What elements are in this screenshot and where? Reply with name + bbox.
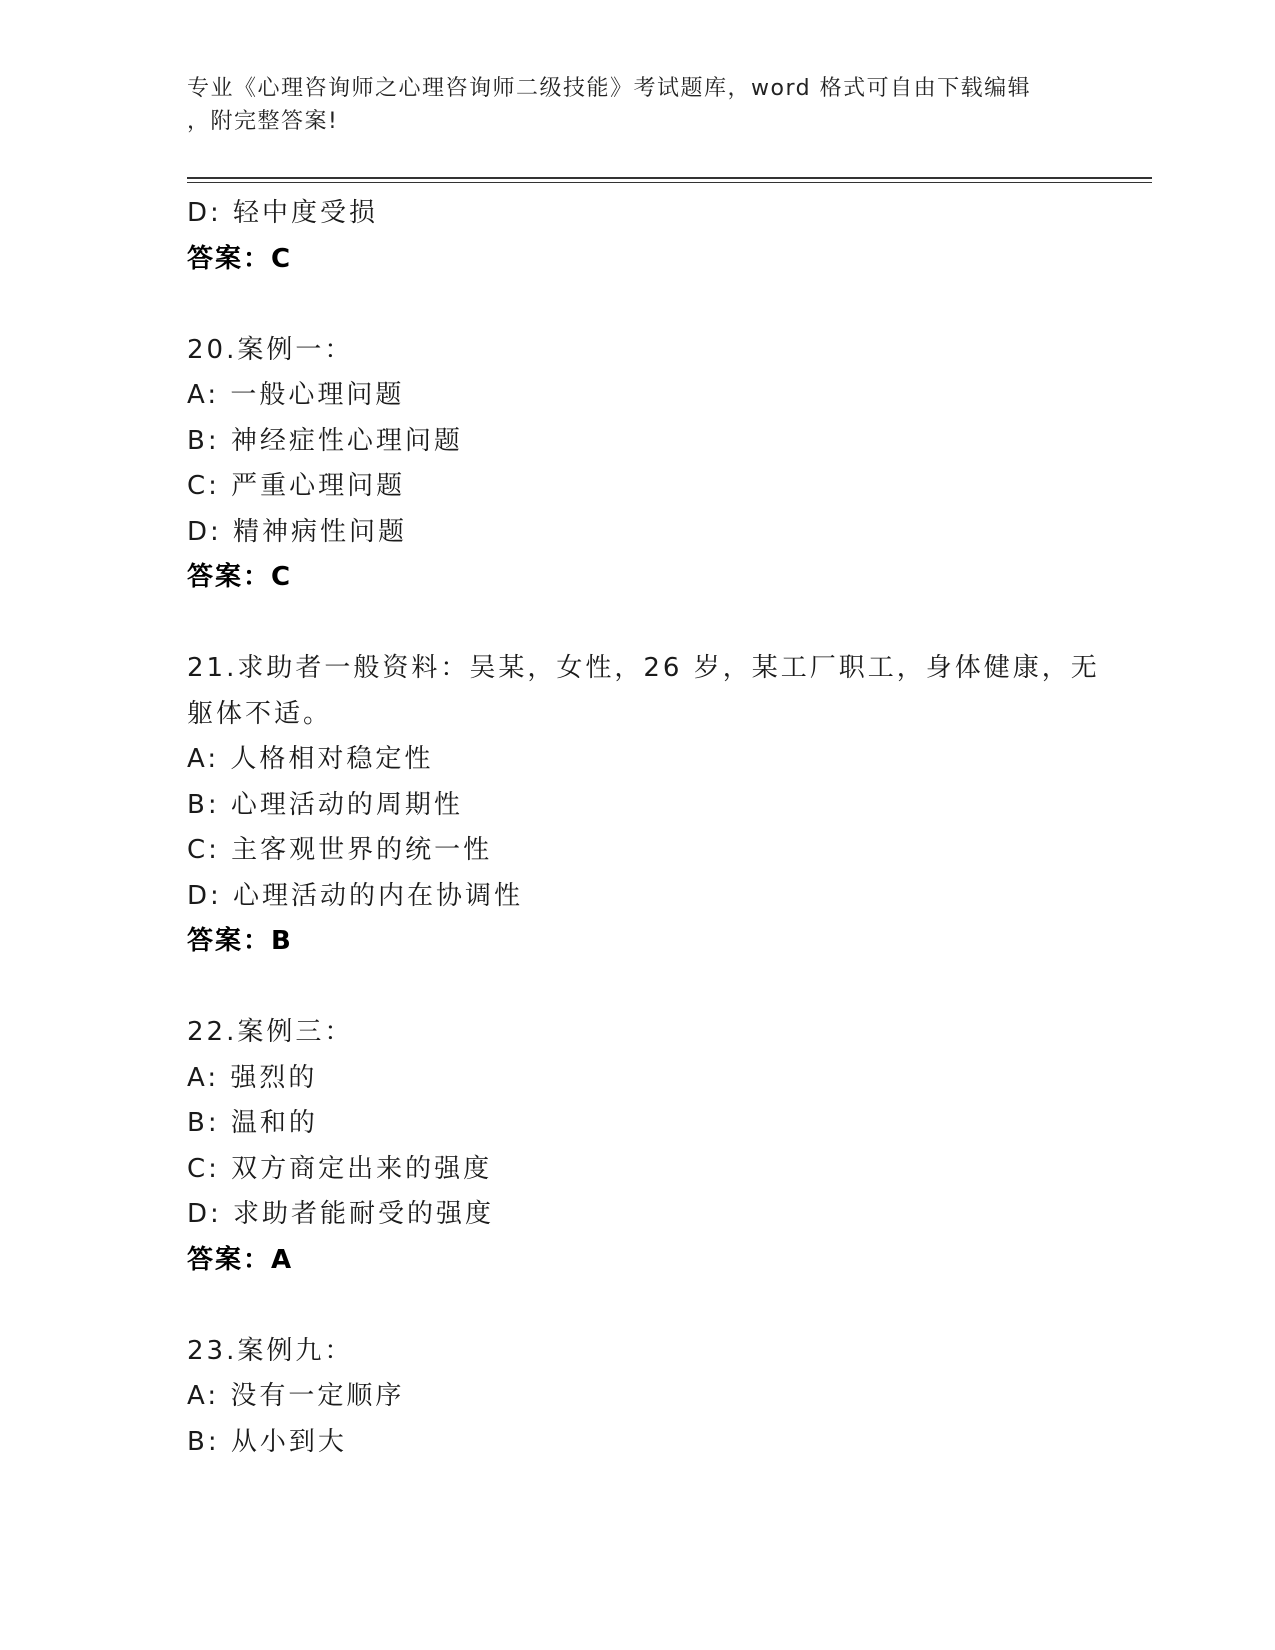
question-stem: 23.案例九：	[187, 1335, 354, 1366]
option-b: B: 心理活动的周期性	[187, 789, 463, 820]
option-d: D: 精神病性问题	[187, 516, 408, 547]
option-d: D: 轻中度受损	[187, 198, 379, 228]
option-b: B: 温和的	[187, 1108, 318, 1138]
option-a: A: 人格相对稳定性	[187, 744, 434, 774]
document-header	[187, 72, 1087, 138]
answer: 答案：C	[187, 562, 293, 592]
header-rule-thin	[187, 182, 1152, 183]
option-c: C: 双方商定出来的强度	[187, 1153, 493, 1184]
spacer	[187, 601, 1087, 647]
header-rule-thick	[187, 177, 1152, 179]
option-b: B: 从小到大	[187, 1426, 347, 1457]
spacer	[187, 965, 1087, 1011]
option-b: B: 神经症性心理问题	[187, 425, 463, 456]
option-d: D: 求助者能耐受的强度	[187, 1199, 495, 1229]
question-stem: 22.案例三：	[187, 1017, 354, 1047]
question-stem: 20.案例一：	[187, 334, 354, 365]
spacer	[187, 282, 1087, 328]
answer: 答案：C	[187, 243, 293, 274]
question-stem-line-1: 21.求助者一般资料：吴某，女性，26 岁，某工厂职工，身体健康，无	[187, 653, 1100, 683]
header-line-1: 专业《心理咨询师之心理咨询师二级技能》考试题库，word 格式可自由下载编辑	[187, 76, 1032, 101]
question-stem-line-2: 躯体不适。	[187, 698, 333, 729]
option-a: A: 强烈的	[187, 1062, 318, 1093]
answer: 答案：A	[187, 1244, 294, 1275]
option-c: C: 主客观世界的统一性	[187, 835, 493, 865]
question-list	[187, 191, 1100, 1465]
option-d: D: 心理活动的内在协调性	[187, 880, 524, 911]
option-a: A: 没有一定顺序	[187, 1381, 405, 1411]
answer: 答案：B	[187, 926, 293, 956]
option-c: C: 严重心理问题	[187, 471, 406, 501]
option-a: A: 一般心理问题	[187, 380, 405, 410]
header-line-2: ，附完整答案!	[187, 109, 339, 134]
spacer	[187, 1283, 1087, 1329]
